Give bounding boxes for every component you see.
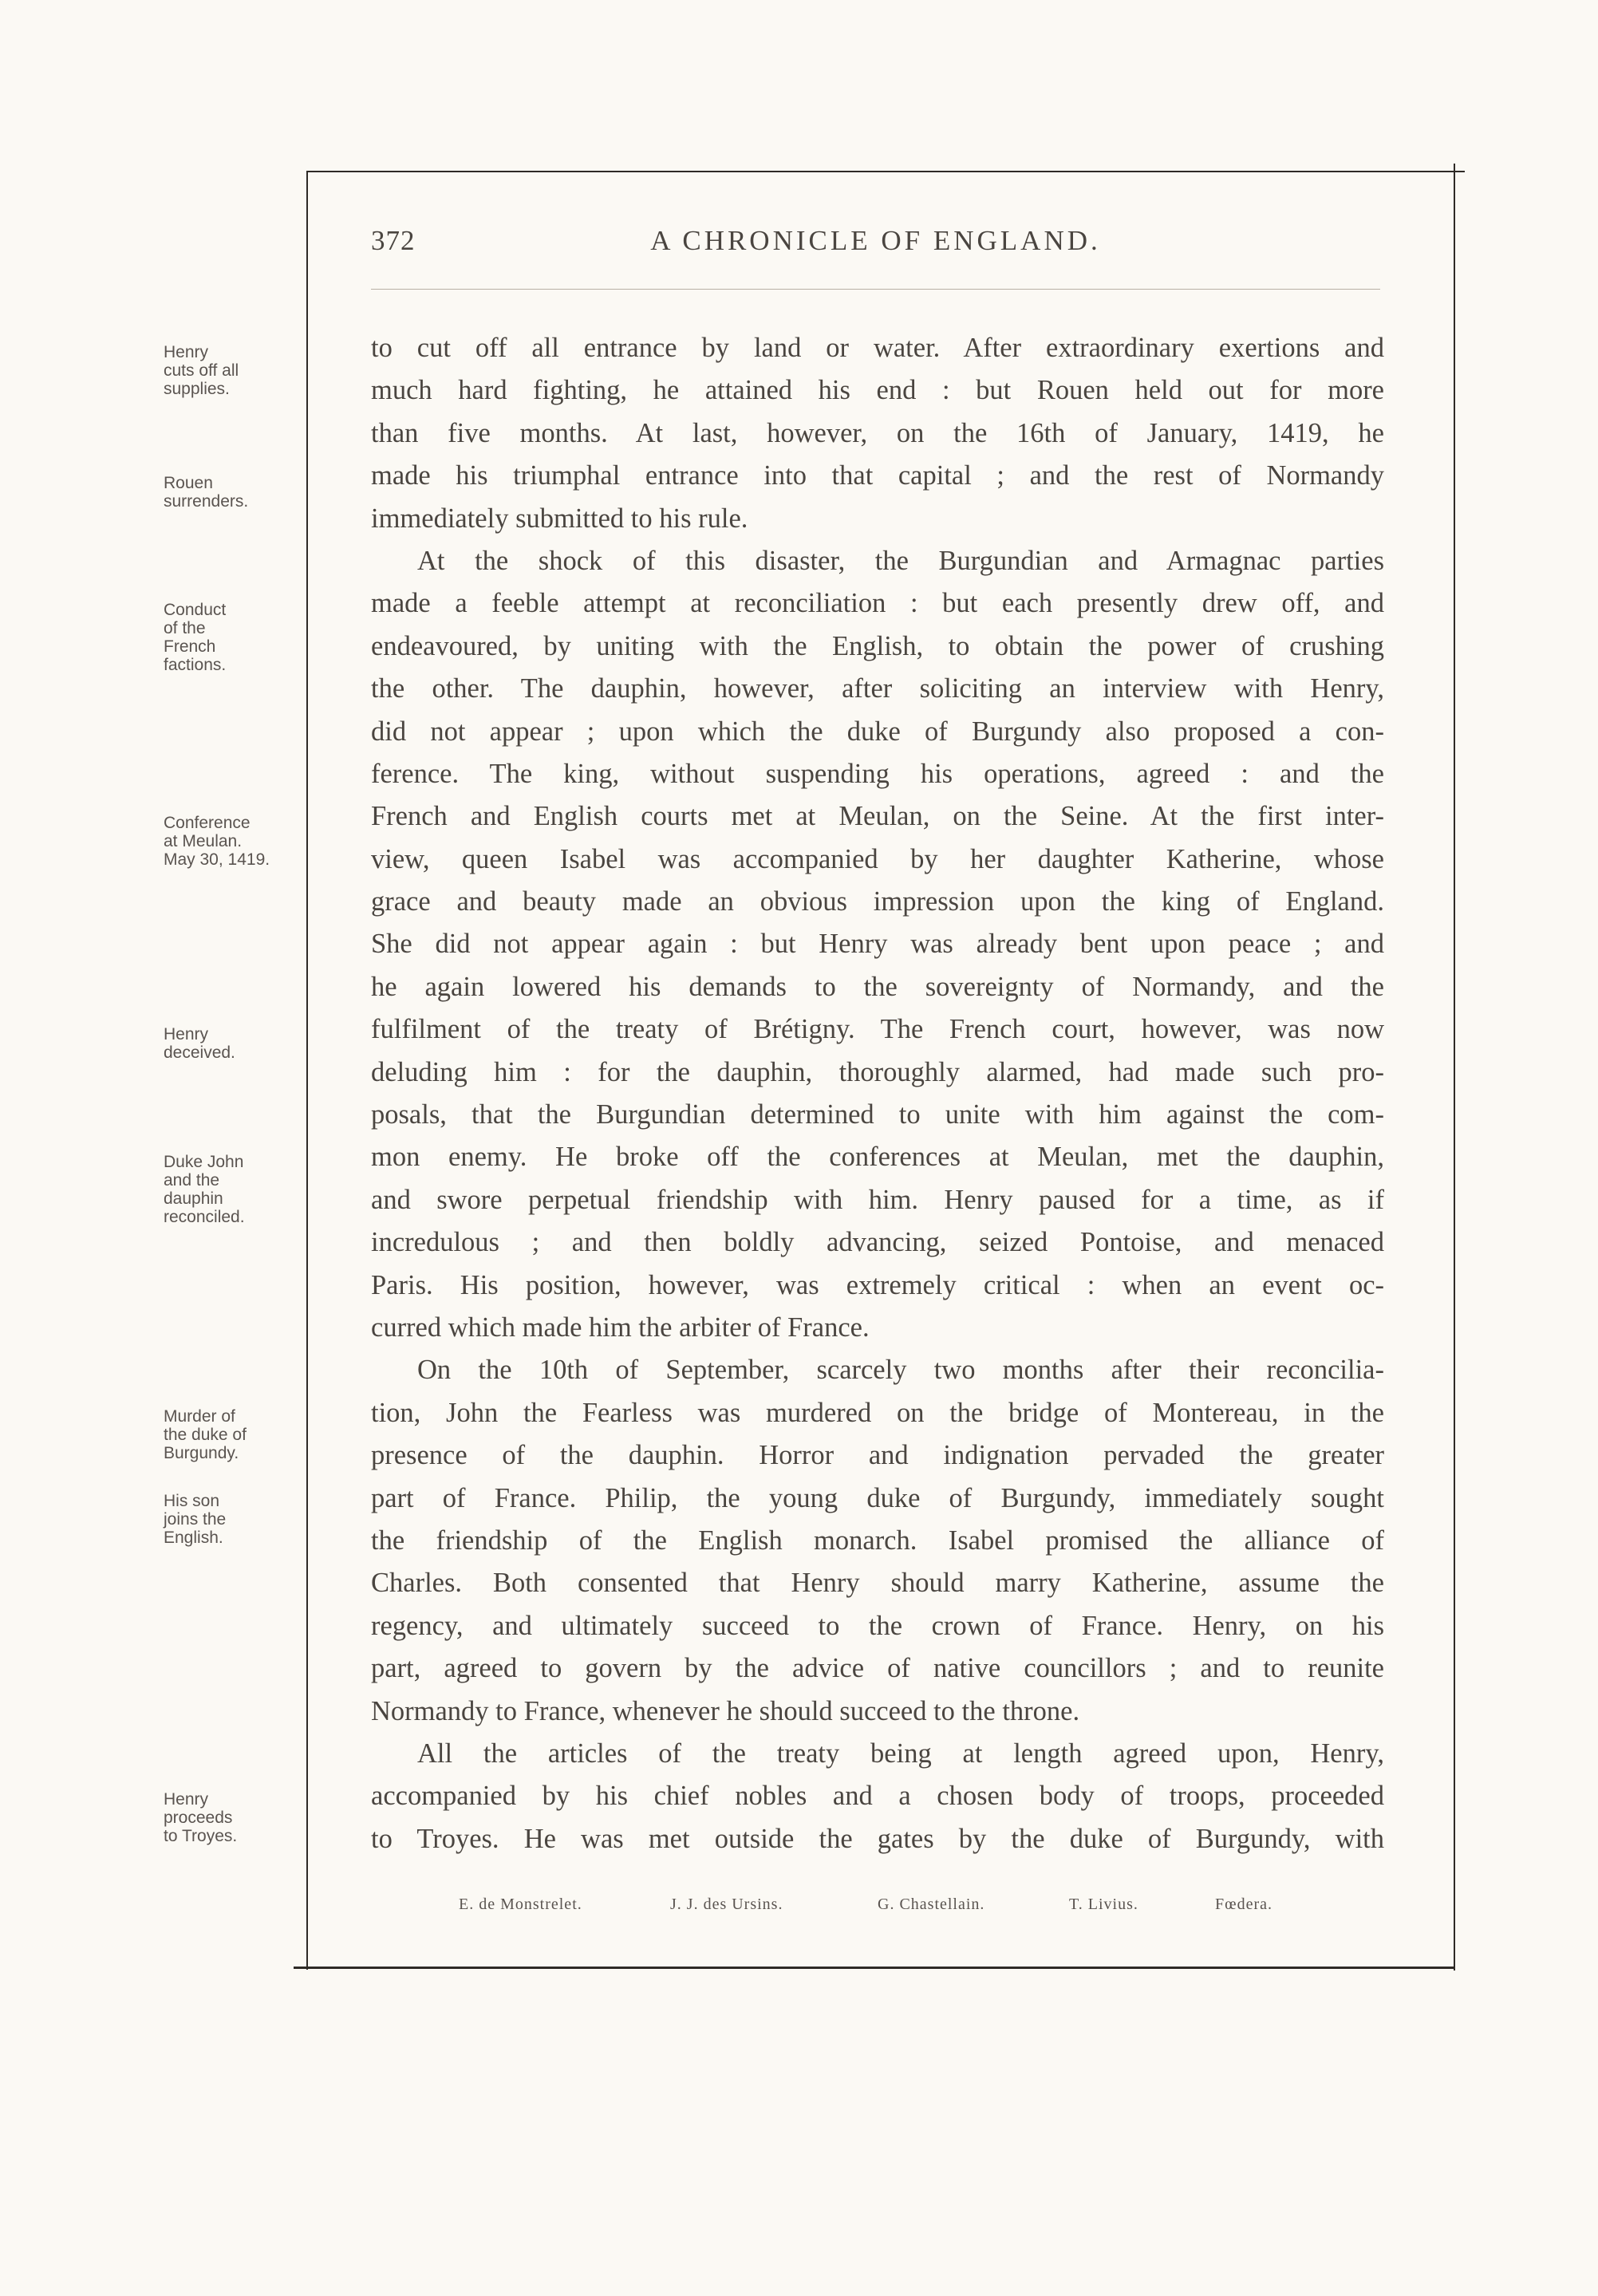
text-line: much hard fighting, he attained his end : but Rouen held out for more <box>371 375 1384 406</box>
text-line: curred which made him the arbiter of France. <box>371 1312 870 1343</box>
side-note: Henry proceeds to Troyes. <box>164 1790 238 1845</box>
source-citation: Fœdera. <box>1215 1896 1272 1913</box>
text-line: French and English courts met at Meulan, on the Seine. At the first inter- <box>371 801 1384 832</box>
text-line: Charles. Both consented that Henry should marry Katherine, assume the <box>371 1568 1384 1599</box>
text-line: deluding him : for the dauphin, thoroughly alarmed, had made such pro- <box>371 1056 1384 1087</box>
text-line: and swore perpetual friendship with him. Henry paused for a time, as if <box>371 1184 1384 1215</box>
text-line: At the shock of this disaster, the Burgundian and Armagnac parties <box>417 545 1384 576</box>
side-note: Duke John and the dauphin reconciled. <box>164 1153 245 1226</box>
text-line: accompanied by his chief nobles and a chosen body of troops, proceeded <box>371 1781 1384 1812</box>
text-line: All the articles of the treaty being at length agreed upon, Henry, <box>417 1738 1384 1769</box>
side-note: Murder of the duke of Burgundy. <box>164 1407 247 1462</box>
text-line: to Troyes. He was met outside the gates by the duke of Burgundy, with <box>371 1823 1384 1854</box>
frame-right-rule <box>1454 164 1455 1971</box>
text-line: posals, that the Burgundian determined to unite with him against the com- <box>371 1099 1384 1130</box>
text-line: to cut off all entrance by land or water. After extraordinary exertions and <box>371 333 1384 363</box>
side-note: His son joins the English. <box>164 1492 227 1547</box>
side-note: Rouen surrenders. <box>164 474 249 511</box>
text-line: regency, and ultimately succeed to the crown of France. Henry, on his <box>371 1610 1384 1641</box>
text-line: immediately submitted to his rule. <box>371 503 748 534</box>
text-line: fulfilment of the treaty of Brétigny. The French court, however, was now <box>371 1014 1384 1045</box>
text-line: presence of the dauphin. Horror and indignation pervaded the greater <box>371 1440 1384 1471</box>
text-line: endeavoured, by uniting with the English, to obtain the power of crushing <box>371 630 1384 661</box>
side-note: Henry deceived. <box>164 1025 235 1062</box>
text-line: ference. The king, without suspending his operations, agreed : and the <box>371 758 1384 789</box>
text-line: part of France. Philip, the young duke of Burgundy, immediately sought <box>371 1482 1384 1513</box>
frame-left-rule <box>306 171 308 1970</box>
text-line: the other. The dauphin, however, after soliciting an interview with Henry, <box>371 673 1384 704</box>
source-citation: G. Chastellain. <box>878 1896 985 1913</box>
source-citation: J. J. des Ursins. <box>670 1896 783 1913</box>
text-line: made a feeble attempt at reconciliation : but each presently drew off, and <box>371 588 1384 619</box>
text-line: the friendship of the English monarch. Isabel promised the alliance of <box>371 1525 1384 1556</box>
side-note: Henry cuts off all supplies. <box>164 343 239 398</box>
text-line: did not appear ; upon which the duke of Burgundy also proposed a con- <box>371 716 1384 747</box>
text-line: Paris. His position, however, was extremely critical : when an event oc- <box>371 1269 1384 1300</box>
text-line: part, agreed to govern by the advice of native councillors ; and to reunite <box>371 1653 1384 1684</box>
body-text <box>371 327 1384 1860</box>
text-line: Normandy to France, whenever he should succeed to the throne. <box>371 1695 1080 1726</box>
text-line: On the 10th of September, scarcely two months after their reconcilia- <box>417 1355 1384 1386</box>
frame-bottom-rule <box>294 1967 1454 1969</box>
text-line: mon enemy. He broke off the conferences at Meulan, met the dauphin, <box>371 1142 1384 1173</box>
frame-top-rule <box>306 171 1465 172</box>
side-note: Conference at Meulan. May 30, 1419. <box>164 814 270 869</box>
text-line: grace and beauty made an obvious impression upon the king of England. <box>371 886 1384 917</box>
text-line: view, queen Isabel was accompanied by her daughter Katherine, whose <box>371 843 1384 874</box>
head-underline <box>371 289 1380 290</box>
text-line: he again lowered his demands to the sovereignty of Normandy, and the <box>371 971 1384 1002</box>
text-line: tion, John the Fearless was murdered on the bridge of Montereau, in the <box>371 1397 1384 1428</box>
page-number: 372 <box>371 225 416 256</box>
side-note: Conduct of the French factions. <box>164 601 227 674</box>
text-line: incredulous ; and then boldly advancing, seized Pontoise, and menaced <box>371 1227 1384 1258</box>
text-line: made his triumphal entrance into that capital ; and the rest of Normandy <box>371 460 1384 491</box>
text-line: She did not appear again : but Henry was already bent upon peace ; and <box>371 929 1384 960</box>
source-citation: E. de Monstrelet. <box>459 1896 582 1913</box>
source-citation: T. Livius. <box>1069 1896 1138 1913</box>
text-line: than five months. At last, however, on the 16th of January, 1419, he <box>371 417 1384 448</box>
book-title: A CHRONICLE OF ENGLAND. <box>650 225 1101 256</box>
